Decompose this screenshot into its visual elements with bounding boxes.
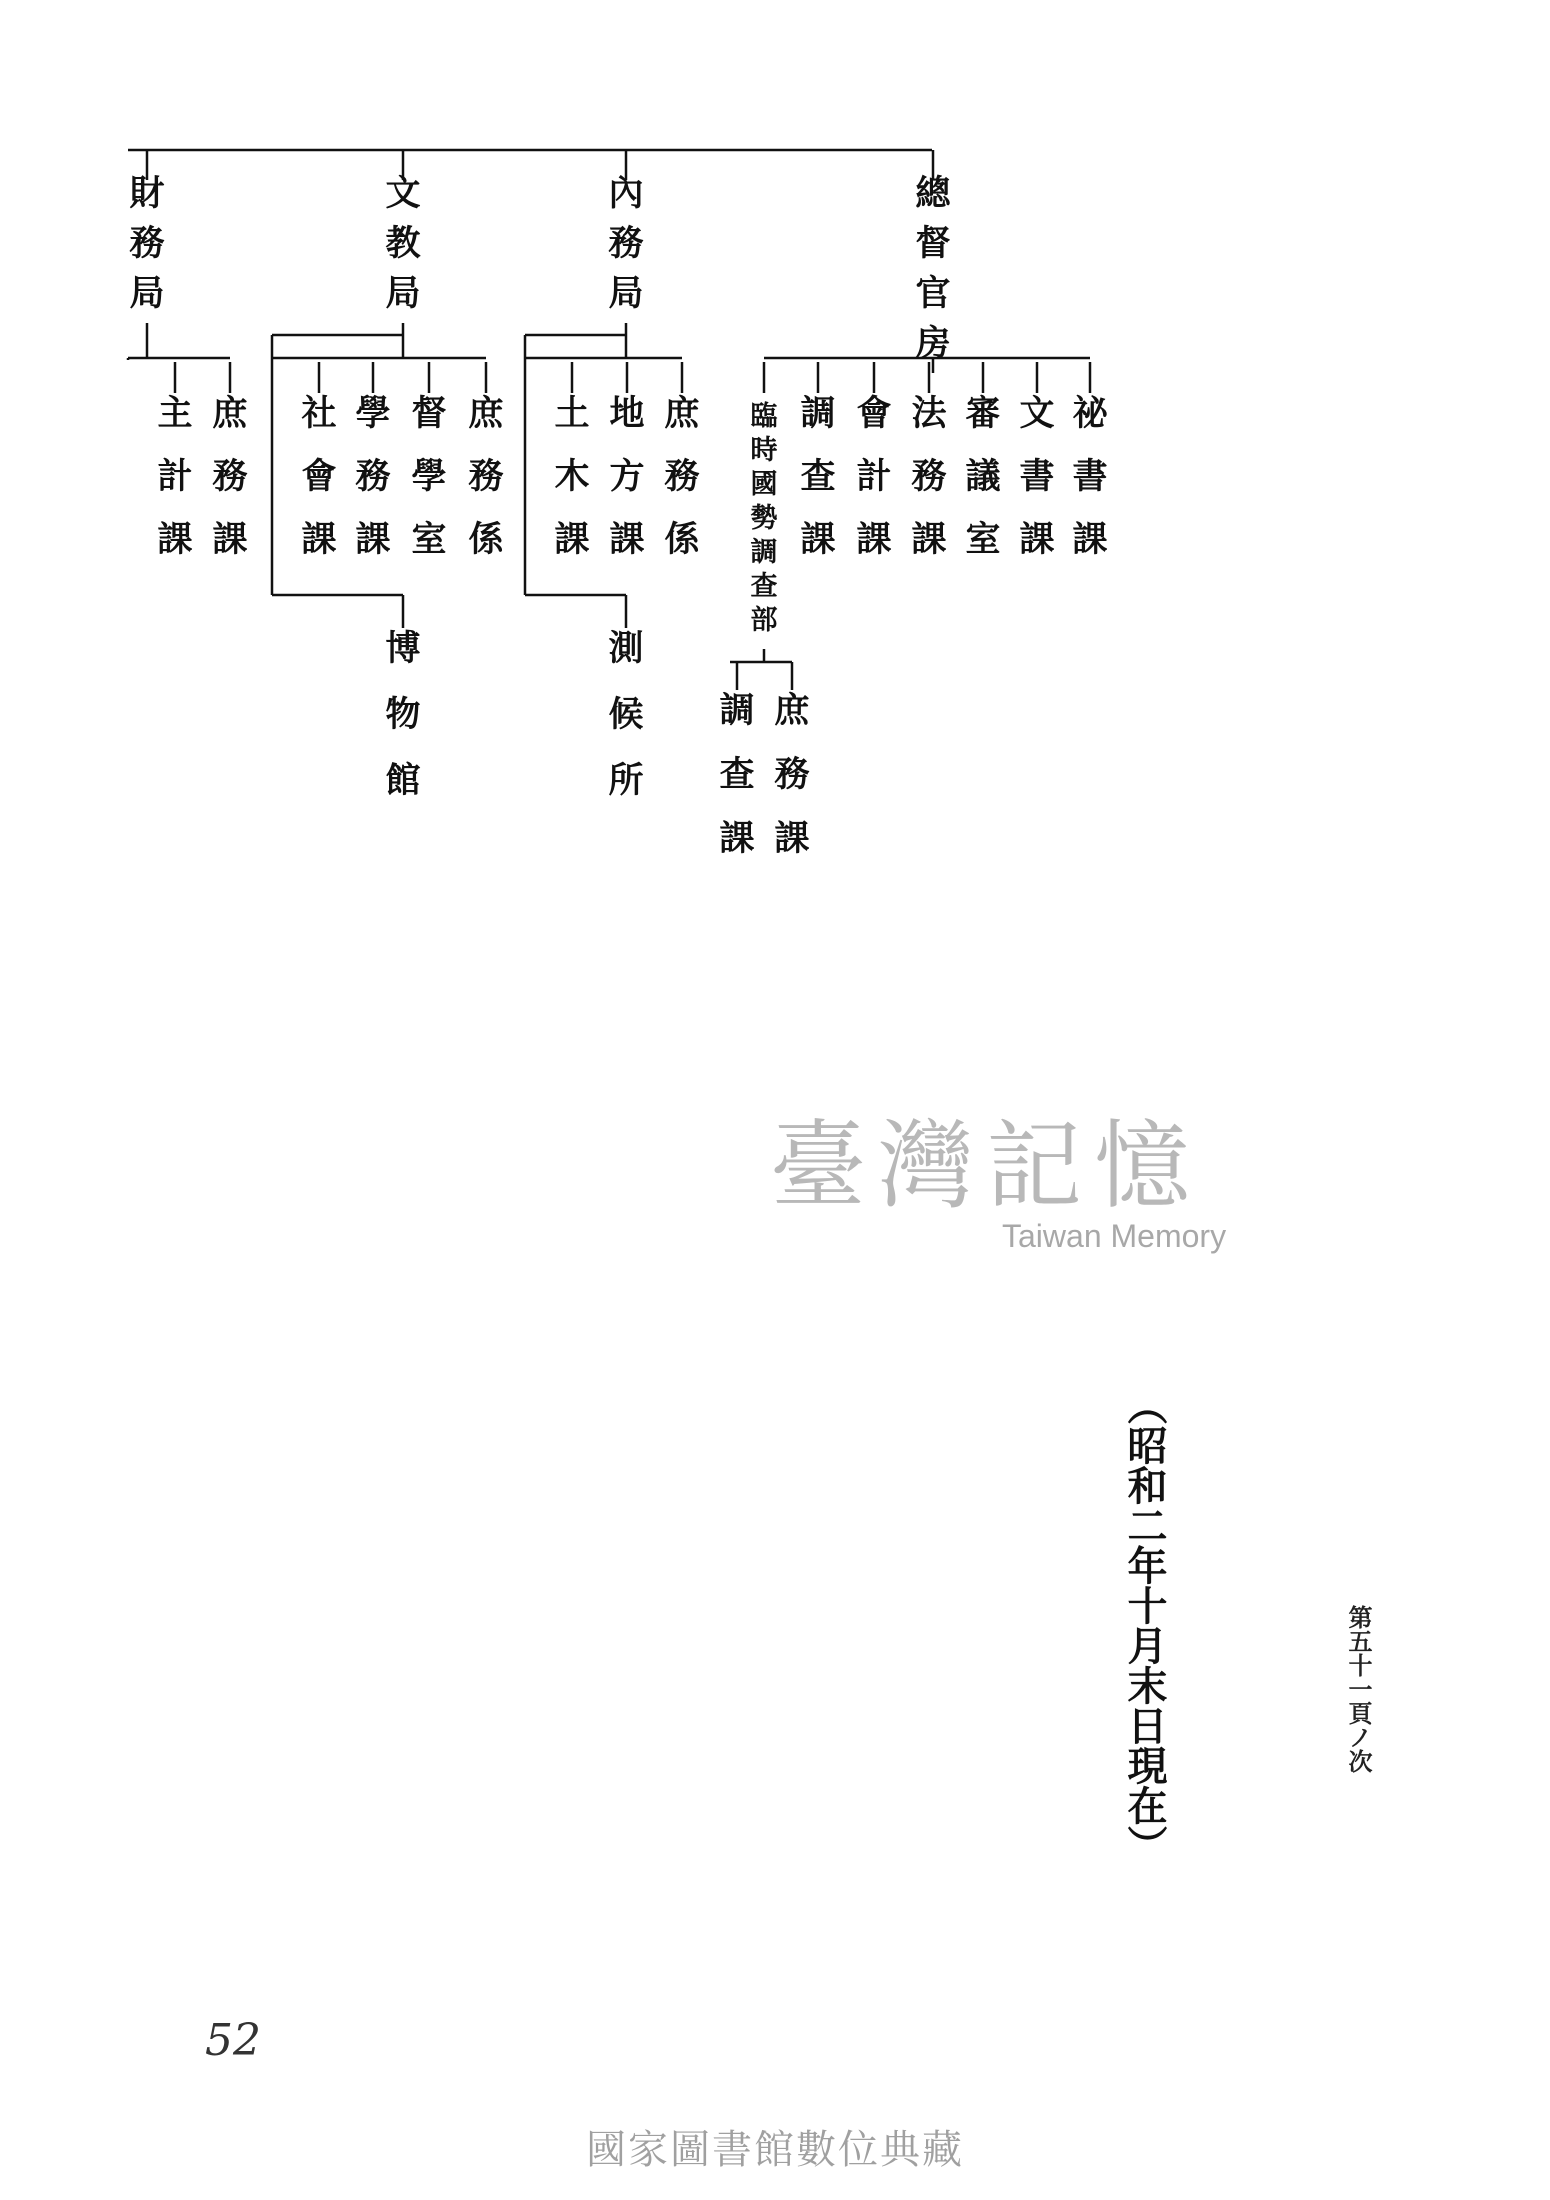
svg-text:庶務課: 庶務課 [774,690,810,859]
handwritten-page-number: 52 [205,2015,261,2066]
svg-text:祕書課: 祕書課 [1072,393,1108,560]
svg-text:內務局: 內務局 [608,173,644,314]
section-education-3 [301,393,336,560]
attached-education-0 [385,628,420,801]
svg-text:庶務課: 庶務課 [212,393,248,560]
section-secretariat-6 [751,400,778,636]
svg-text:學務課: 學務課 [355,393,391,560]
section-interior-2 [554,393,589,560]
svg-text:測候所: 測候所 [608,628,644,801]
unit-name-interior [607,173,643,314]
svg-text:土木課: 土木課 [554,393,590,560]
date-note: （昭和二年十月末日現在） [1121,1385,1167,1865]
unit-name-education [385,173,421,314]
section-interior-1 [609,393,644,560]
svg-text:文教局: 文教局 [385,173,421,314]
svg-text:總督官房: 總督官房 [915,173,951,364]
svg-text:法務課: 法務課 [911,393,947,560]
section-education-0 [467,393,504,560]
svg-text:文書課: 文書課 [1019,393,1055,560]
archive-footer: 國家圖書館數位典藏 [586,2127,964,2173]
section-secretariat-5 [800,393,835,560]
section-secretariat-0 [1072,393,1109,560]
section-education-2 [354,393,390,560]
watermark-title: 臺灣記憶 [770,1110,1202,1222]
svg-text:調查課: 調查課 [800,393,836,560]
attached-interior-0 [608,628,643,801]
section-secretariat-3 [910,393,947,560]
svg-text:會計課: 會計課 [856,393,892,560]
section-interior-0 [663,393,700,560]
svg-text:臨時國勢調查部: 臨時國勢調查部 [750,401,778,636]
section-education-1 [411,393,446,560]
census-section-1 [719,690,754,859]
section-secretariat-1 [1019,393,1054,560]
section-secretariat-4 [856,393,891,560]
page-reference: 第五十一頁ノ次 [1344,1605,1373,1773]
watermark-subtitle: Taiwan Memory [1002,1218,1227,1254]
section-finance-0 [211,393,247,560]
svg-text:地方課: 地方課 [609,393,645,560]
svg-text:審議室: 審議室 [965,393,1001,560]
svg-text:財務局: 財務局 [129,173,165,314]
svg-text:庶務係: 庶務係 [664,393,700,560]
unit-name-secretariat [914,173,951,364]
svg-text:督學室: 督學室 [411,393,447,560]
unit-name-finance [128,173,164,314]
section-finance-1 [157,393,192,560]
svg-text:社會課: 社會課 [301,393,337,560]
census-section-0 [773,690,809,859]
svg-text:主計課: 主計課 [157,393,193,560]
svg-text:調查課: 調查課 [719,690,755,859]
svg-text:庶務係: 庶務係 [468,393,504,560]
svg-text:博物館: 博物館 [385,628,421,801]
section-secretariat-2 [965,393,1000,560]
